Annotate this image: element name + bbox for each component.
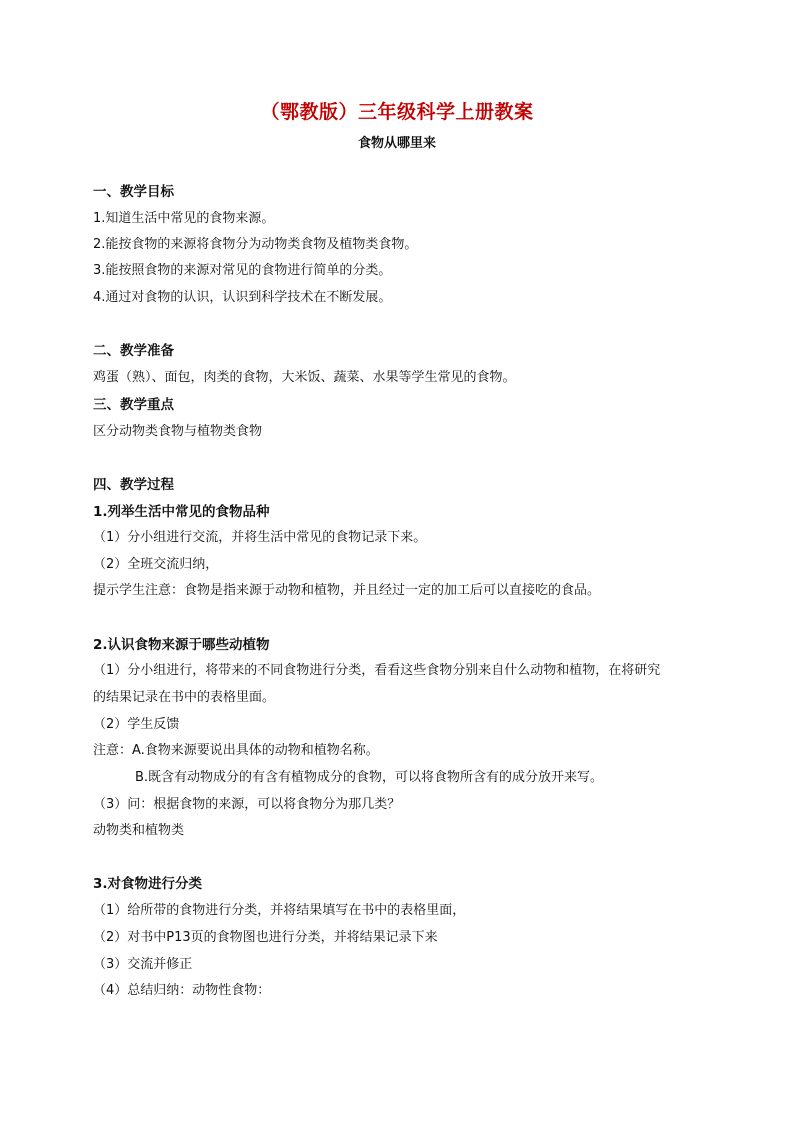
process-line: （3）问：根据食物的来源，可以将食物分为那几类？ xyxy=(93,797,401,812)
process-part2-heading: 2.认识食物来源于哪些动植物 xyxy=(93,637,270,653)
process-line: （1）分小组进行交流，并将生活中常见的食物记录下来。 xyxy=(93,530,427,545)
process-line: B.既含有动物成分的有含有植物成分的食物，可以将食物所含有的成分放开来写。 xyxy=(135,770,604,785)
document-title: （鄂教版）三年级科学上册教案 xyxy=(260,101,534,123)
process-line: 提示学生注意：食物是指来源于动物和植物，并且经过一定的加工后可以直接吃的食品。 xyxy=(93,583,601,598)
process-line: （2）对书中P13页的食物图也进行分类，并将结果记录下来 xyxy=(93,930,438,945)
section-heading-process: 四、教学过程 xyxy=(93,477,174,493)
process-line: （2）学生反馈 xyxy=(93,717,180,732)
process-line: 注意：A.食物来源要说出具体的动物和植物名称。 xyxy=(93,743,379,758)
section-heading-preparation: 二、教学准备 xyxy=(93,343,174,359)
objective-item: 2.能按食物的来源将食物分为动物类食物及植物类食物。 xyxy=(93,237,418,252)
process-line: （2）全班交流归纳， xyxy=(93,557,219,572)
section-heading-objectives: 一、教学目标 xyxy=(93,184,174,200)
preparation-text: 鸡蛋（熟）、面包，肉类的食物，大米饭、蔬菜、水果等学生常见的食物。 xyxy=(93,370,516,385)
process-line: （1）分小组进行，将带来的不同食物进行分类，看看这些食物分别来自什么动物和植物，在将研究 xyxy=(93,663,661,678)
key-points-text: 区分动物类食物与植物类食物 xyxy=(93,424,263,439)
process-line: （3）交流并修正 xyxy=(93,957,193,972)
objective-item: 3.能按照食物的来源对常见的食物进行简单的分类。 xyxy=(93,263,392,278)
process-part3-heading: 3.对食物进行分类 xyxy=(93,876,203,892)
process-line: （4）总结归纳：动物性食物： xyxy=(93,983,271,998)
objective-item: 1.知道生活中常见的食物来源。 xyxy=(93,211,275,226)
process-part1-heading: 1.列举生活中常见的食物品种 xyxy=(93,504,270,520)
process-line: （1）给所带的食物进行分类，并将结果填写在书中的表格里面， xyxy=(93,903,466,918)
objective-item: 4.通过对食物的认识，认识到科学技术在不断发展。 xyxy=(93,290,392,305)
section-heading-key-points: 三、教学重点 xyxy=(93,397,174,413)
document-subtitle: 食物从哪里来 xyxy=(357,136,436,151)
process-line: 动物类和植物类 xyxy=(93,823,185,838)
process-line: 的结果记录在书中的表格里面。 xyxy=(93,690,276,705)
